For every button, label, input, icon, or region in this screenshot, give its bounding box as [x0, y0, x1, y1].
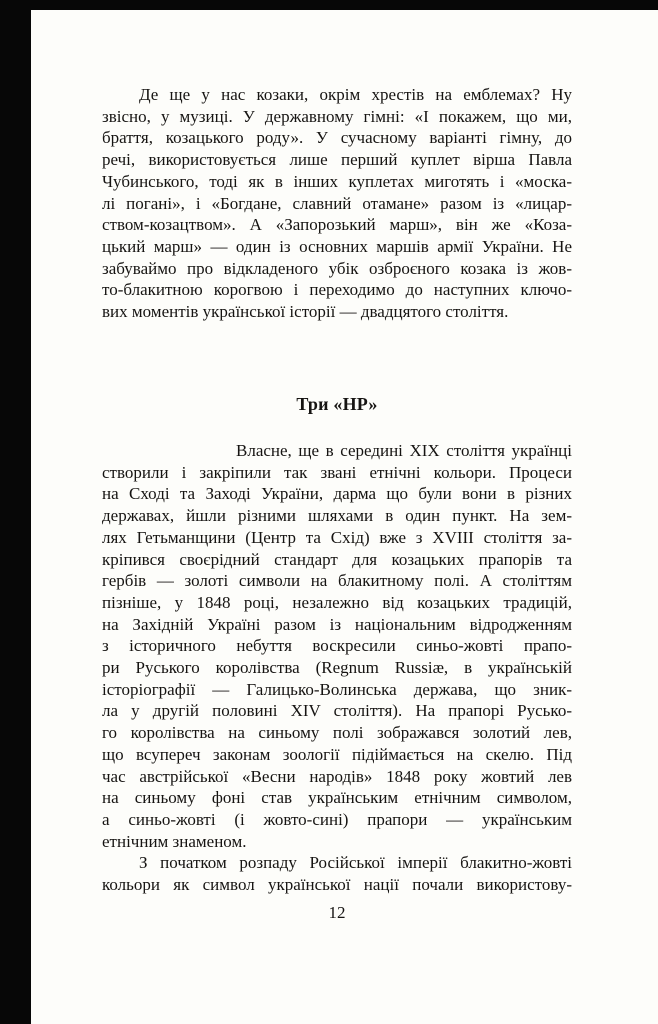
text-line: речі, використовується лише перший куплет вірша Павла	[102, 150, 572, 170]
paragraph-ethnic-colors	[102, 440, 572, 852]
text-line: Власне, ще в середині XIX століття українці	[236, 441, 572, 460]
section-body	[102, 440, 572, 896]
text-line: а синьо-жовті (і жовто-сині) прапори — українським	[102, 809, 572, 829]
text-line: звісно, у музиці. У державному гімні: «І покажем, що ми,	[102, 106, 572, 126]
text-line: з історичного небуття воскресили синьо-жовті прапо-	[102, 636, 572, 656]
text-line: гербів — золоті символи на блакитному полі. А століттям	[102, 571, 572, 591]
text-line: час австрійської «Весни народів» 1848 року жовтий лев	[102, 766, 572, 786]
text-line: лі погані», і «Богдане, славний отамане» разом із «лицар-	[102, 193, 572, 213]
text-line: що всупереч законам зоології підіймається на скелю. Під	[102, 744, 572, 764]
text-line: Чубинського, тоді як в інших куплетах миготять і «моска-	[102, 171, 572, 191]
scan-edge-left	[0, 0, 31, 1024]
text-line: на синьому фоні став українським етнічним символом,	[102, 788, 572, 808]
section-heading: Три «НР»	[296, 394, 378, 414]
text-line: забуваймо про відкладеного убік озброєного козака із жов-	[102, 258, 572, 278]
text-line: етнічним знаменом.	[102, 831, 247, 851]
text-line: лях Гетьманщини (Центр та Схід) вже з XVIII століття за-	[102, 527, 572, 547]
text-line: браття, козацького роду». У сучасному варіанті гімну, до	[102, 128, 572, 148]
text-line: пізніше, у 1848 році, незалежно від козацьких традицій,	[102, 592, 572, 612]
text-line: на Сході та Заході України, дарма що були вони в різних	[102, 484, 572, 504]
text-line: Де ще у нас козаки, окрім хрестів на емблемах? Ну	[139, 85, 572, 104]
text-line: кольори як символ української нації почали використову-	[102, 875, 572, 895]
text-line: історіографії — Галицько-Волинська держава, що зник-	[102, 679, 572, 699]
text-line: цький марш» — один із основних маршів армії України. Не	[102, 236, 572, 256]
section-heading-wrap	[102, 394, 572, 415]
page-number: 12	[328, 903, 346, 922]
text-line: ри Руського королівства (Regnum Russiæ, в українській	[102, 658, 572, 678]
text-line: го королівства на синьому полі зображався золотий лев,	[102, 723, 572, 743]
text-line: З початком розпаду Російської імперії блакитно-жовті	[139, 853, 572, 873]
text-line: на Західній Україні разом із національним відродженням	[102, 614, 572, 634]
text-line: ла у другій половині XIV століття). На прапорі Русько-	[102, 701, 572, 721]
scan-edge-top	[0, 0, 658, 10]
text-line: вих моментів української історії — двадцятого століття.	[102, 302, 509, 322]
text-line: то-блакитною корогвою і переходимо до наступних ключо-	[102, 280, 572, 300]
text-line: кріпився своєрідний стандарт для козацьких прапорів та	[102, 549, 572, 569]
text-line: ством-козацтвом». А «Запорозький марш», він же «Коза-	[102, 215, 572, 235]
text-line: державах, йшли різними шляхами в один пункт. На зем-	[102, 506, 572, 526]
paragraph-empire-collapse	[102, 852, 572, 895]
text-line: створили і закріпили так звані етнічні кольори. Процеси	[102, 462, 572, 482]
paragraph-cossack-symbols	[102, 84, 572, 323]
